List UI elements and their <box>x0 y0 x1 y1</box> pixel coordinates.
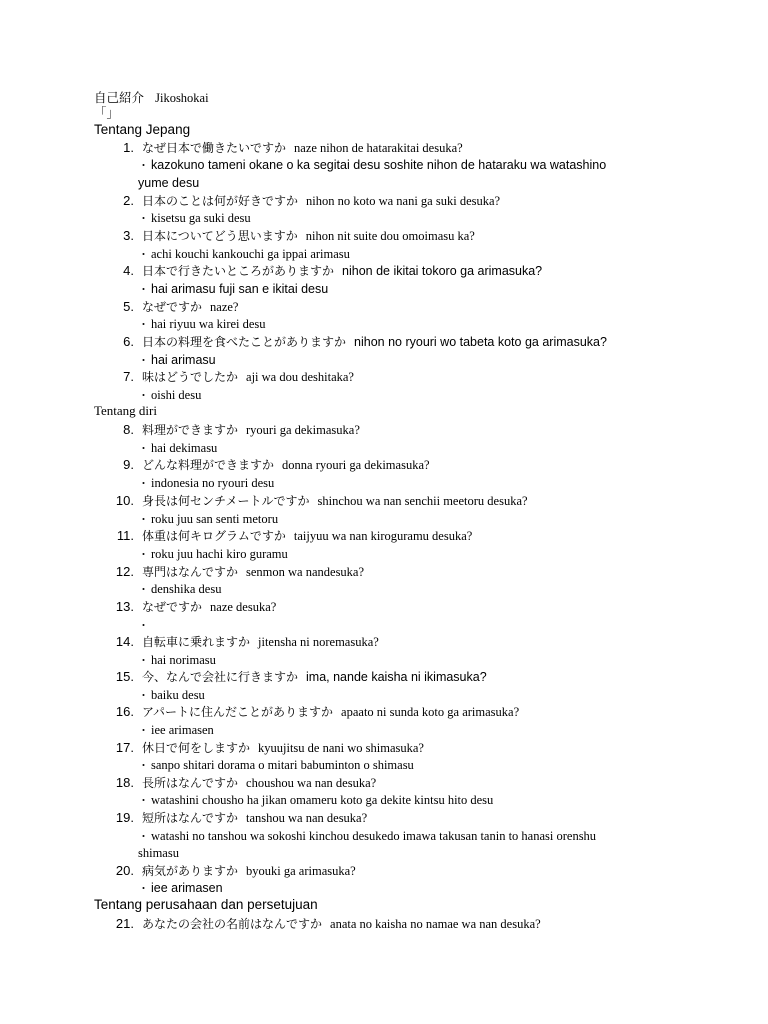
question-6: 6. 日本の料理を食べたことがありますか nihon no ryouri wo tabeta koto ga arimasuka? <box>123 334 607 349</box>
answer-1: ・ kazokuno tameni okane o ka segitai desu soshite nihon de hataraku wa watashino <box>138 158 607 172</box>
answer-11: ・ roku juu hachi kiro guramu <box>138 547 288 561</box>
question-13: 13. なぜですか naze desuka? <box>115 599 277 614</box>
answer-17: ・ sanpo shitari dorama o mitari babuminton o shimasu <box>138 758 414 772</box>
title-japanese: 自己紹介 <box>94 90 145 105</box>
question-18: 18. 長所はなんですか choushou wa nan desuka? <box>115 775 377 790</box>
question-3: 3. 日本についてどう思いますか nihon nit suite dou omoimasu ka? <box>123 228 475 243</box>
answer-8: ・ hai dekimasu <box>138 441 218 455</box>
question-4: 4. 日本で行きたいところがありますか nihon de ikitai tokoro ga arimasuka? <box>123 263 543 278</box>
question-12: 12. 専門はなんですか senmon wa nandesuka? <box>115 564 365 579</box>
question-8: 8. 料理ができますか ryouri ga dekimasuka? <box>123 422 360 437</box>
question-19: 19. 短所はなんですか tanshou wa nan desuka? <box>115 810 368 825</box>
answer-7: ・ oishi desu <box>138 388 202 402</box>
question-5: 5. なぜですか naze? <box>123 299 239 314</box>
answer-18: ・ watashini chousho ha jikan omameru koto ga dekite kintsu hito desu <box>138 793 494 807</box>
question-7: 7. 味はどうでしたか aji wa dou deshitaka? <box>123 369 354 384</box>
answer-12: ・ denshika desu <box>138 582 222 596</box>
answer-19: ・ watashi no tanshou wa sokoshi kinchou desukedo imawa takusan tanin to hanasi orenshu <box>138 829 597 843</box>
answer-3: ・ achi kouchi kankouchi ga ippai arimasu <box>138 247 350 261</box>
question-2: 2. 日本のことは何が好きですか nihon no koto wa nani ga suki desuka? <box>123 193 501 208</box>
answer-6: ・ hai arimasu <box>138 353 216 367</box>
answer-14: ・ hai norimasu <box>138 653 216 667</box>
answer-16: ・ iee arimasen <box>138 723 214 737</box>
question-1: 1. なぜ日本で働きたいですか naze nihon de hatarakitai desuka? <box>123 140 463 155</box>
answer-15: ・ baiku desu <box>138 688 205 702</box>
question-21: 21. あなたの会社の名前はなんですか anata no kaisha no namae wa nan desuka? <box>115 916 541 931</box>
answer-4: ・ hai arimasu fuji san e ikitai desu <box>138 282 329 296</box>
answer-9: ・ indonesia no ryouri desu <box>138 476 275 490</box>
question-16: 16. アパートに住んだことがありますか apaato ni sunda koto ga arimasuka? <box>115 704 520 719</box>
section-heading-jepang: Tentang Jepang <box>94 122 191 137</box>
question-20: 20. 病気がありますか byouki ga arimasuka? <box>115 863 356 878</box>
bracket-line: 「」 <box>94 105 120 120</box>
answer-10: ・ roku juu san senti metoru <box>138 512 279 526</box>
section-heading-diri: Tentang diri <box>94 403 157 418</box>
section-heading-perusahaan: Tentang perusahaan dan persetujuan <box>94 897 318 912</box>
answer-20: ・ iee arimasen <box>138 881 223 895</box>
question-14: 14. 自転車に乗れますか jitensha ni noremasuka? <box>115 634 379 649</box>
answer-1-continued: yume desu <box>138 176 200 190</box>
question-17: 17. 休日で何をしますか kyuujitsu de nani wo shimasuka? <box>115 740 424 755</box>
question-9: 9. どんな料理ができますか donna ryouri ga dekimasuka? <box>123 457 430 472</box>
answer-19-continued: shimasu <box>138 846 179 860</box>
answer-5: ・ hai riyuu wa kirei desu <box>138 317 266 331</box>
question-10: 10. 身長は何センチメートルですか shinchou wa nan senchii meetoru desuka? <box>115 493 528 508</box>
title-romaji: Jikoshokai <box>155 91 209 105</box>
answer-13: ・ <box>138 619 149 632</box>
answer-2: ・ kisetsu ga suki desu <box>138 211 251 225</box>
question-11: 11. 体重は何キログラムですか taijyuu wa nan kiroguramu desuka? <box>116 528 473 543</box>
question-15: 15. 今、なんで会社に行きますか ima, nande kaisha ni ikimasuka? <box>115 669 487 684</box>
